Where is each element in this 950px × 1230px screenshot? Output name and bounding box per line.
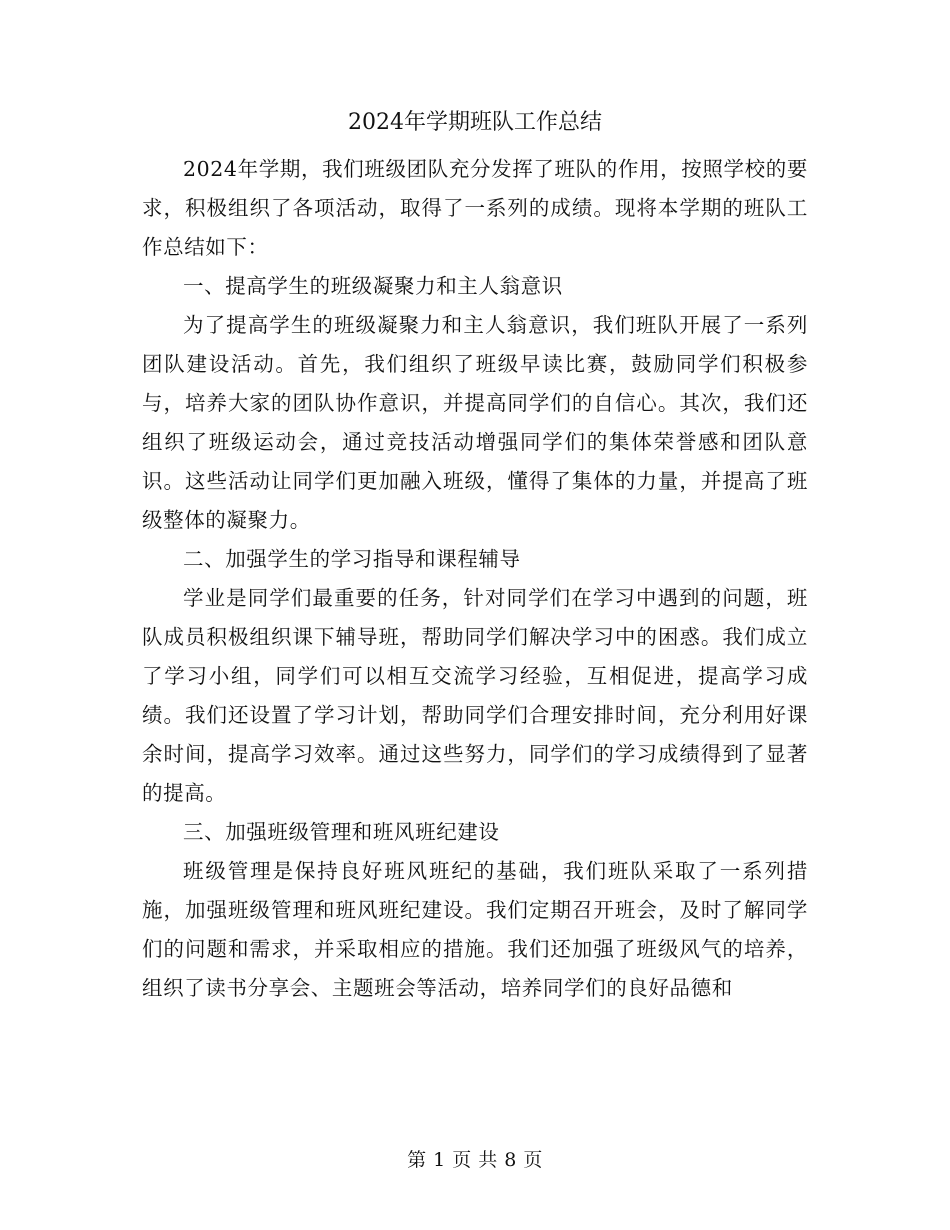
document-title: 2024年学期班队工作总结 [348,110,602,135]
section-paragraph-2: 学业是同学们最重要的任务，针对同学们在学习中遇到的问题，班队成员积极组织课下辅导班，帮助同学们解决学习中的困惑。我们成立了学习小组，同学们可以相互交流学习经验，互相促进，提高学习成绩。我们还设置了学习计划，帮助同学们合理安排时间，充分利用好课余时间，提高学习效率。通过这些努力，同学们的学习成绩得到了显著的提高。 [142,586,808,805]
section-heading-3: 三、加强班级管理和班风班纪建设 [183,820,500,844]
document-body [142,150,808,1008]
page-number-footer: 第 1 页 共 8 页 [407,1149,543,1171]
intro-paragraph: 2024年学期，我们班级团队充分发挥了班队的作用，按照学校的要求，积极组织了各项活动，取得了一系列的成绩。现将本学期的班队工作总结如下： [142,157,808,259]
section-heading-2: 二、加强学生的学习指导和课程辅导 [183,547,521,571]
section-heading-1: 一、提高学生的班级凝聚力和主人翁意识 [183,274,563,298]
section-paragraph-1: 为了提高学生的班级凝聚力和主人翁意识，我们班队开展了一系列团队建设活动。首先，我们组织了班级早读比赛，鼓励同学们积极参与，培养大家的团队协作意识，并提高同学们的自信心。其次，我们还组织了班级运动会，通过竞技活动增强同学们的集体荣誉感和团队意识。这些活动让同学们更加融入班级，懂得了集体的力量，并提高了班级整体的凝聚力。 [142,313,808,532]
section-paragraph-3: 班级管理是保持良好班风班纪的基础，我们班队采取了一系列措施，加强班级管理和班风班纪建设。我们定期召开班会，及时了解同学们的问题和需求，并采取相应的措施。我们还加强了班级风气的培养，组织了读书分享会、主题班会等活动，培养同学们的良好品德和 [142,859,808,1000]
